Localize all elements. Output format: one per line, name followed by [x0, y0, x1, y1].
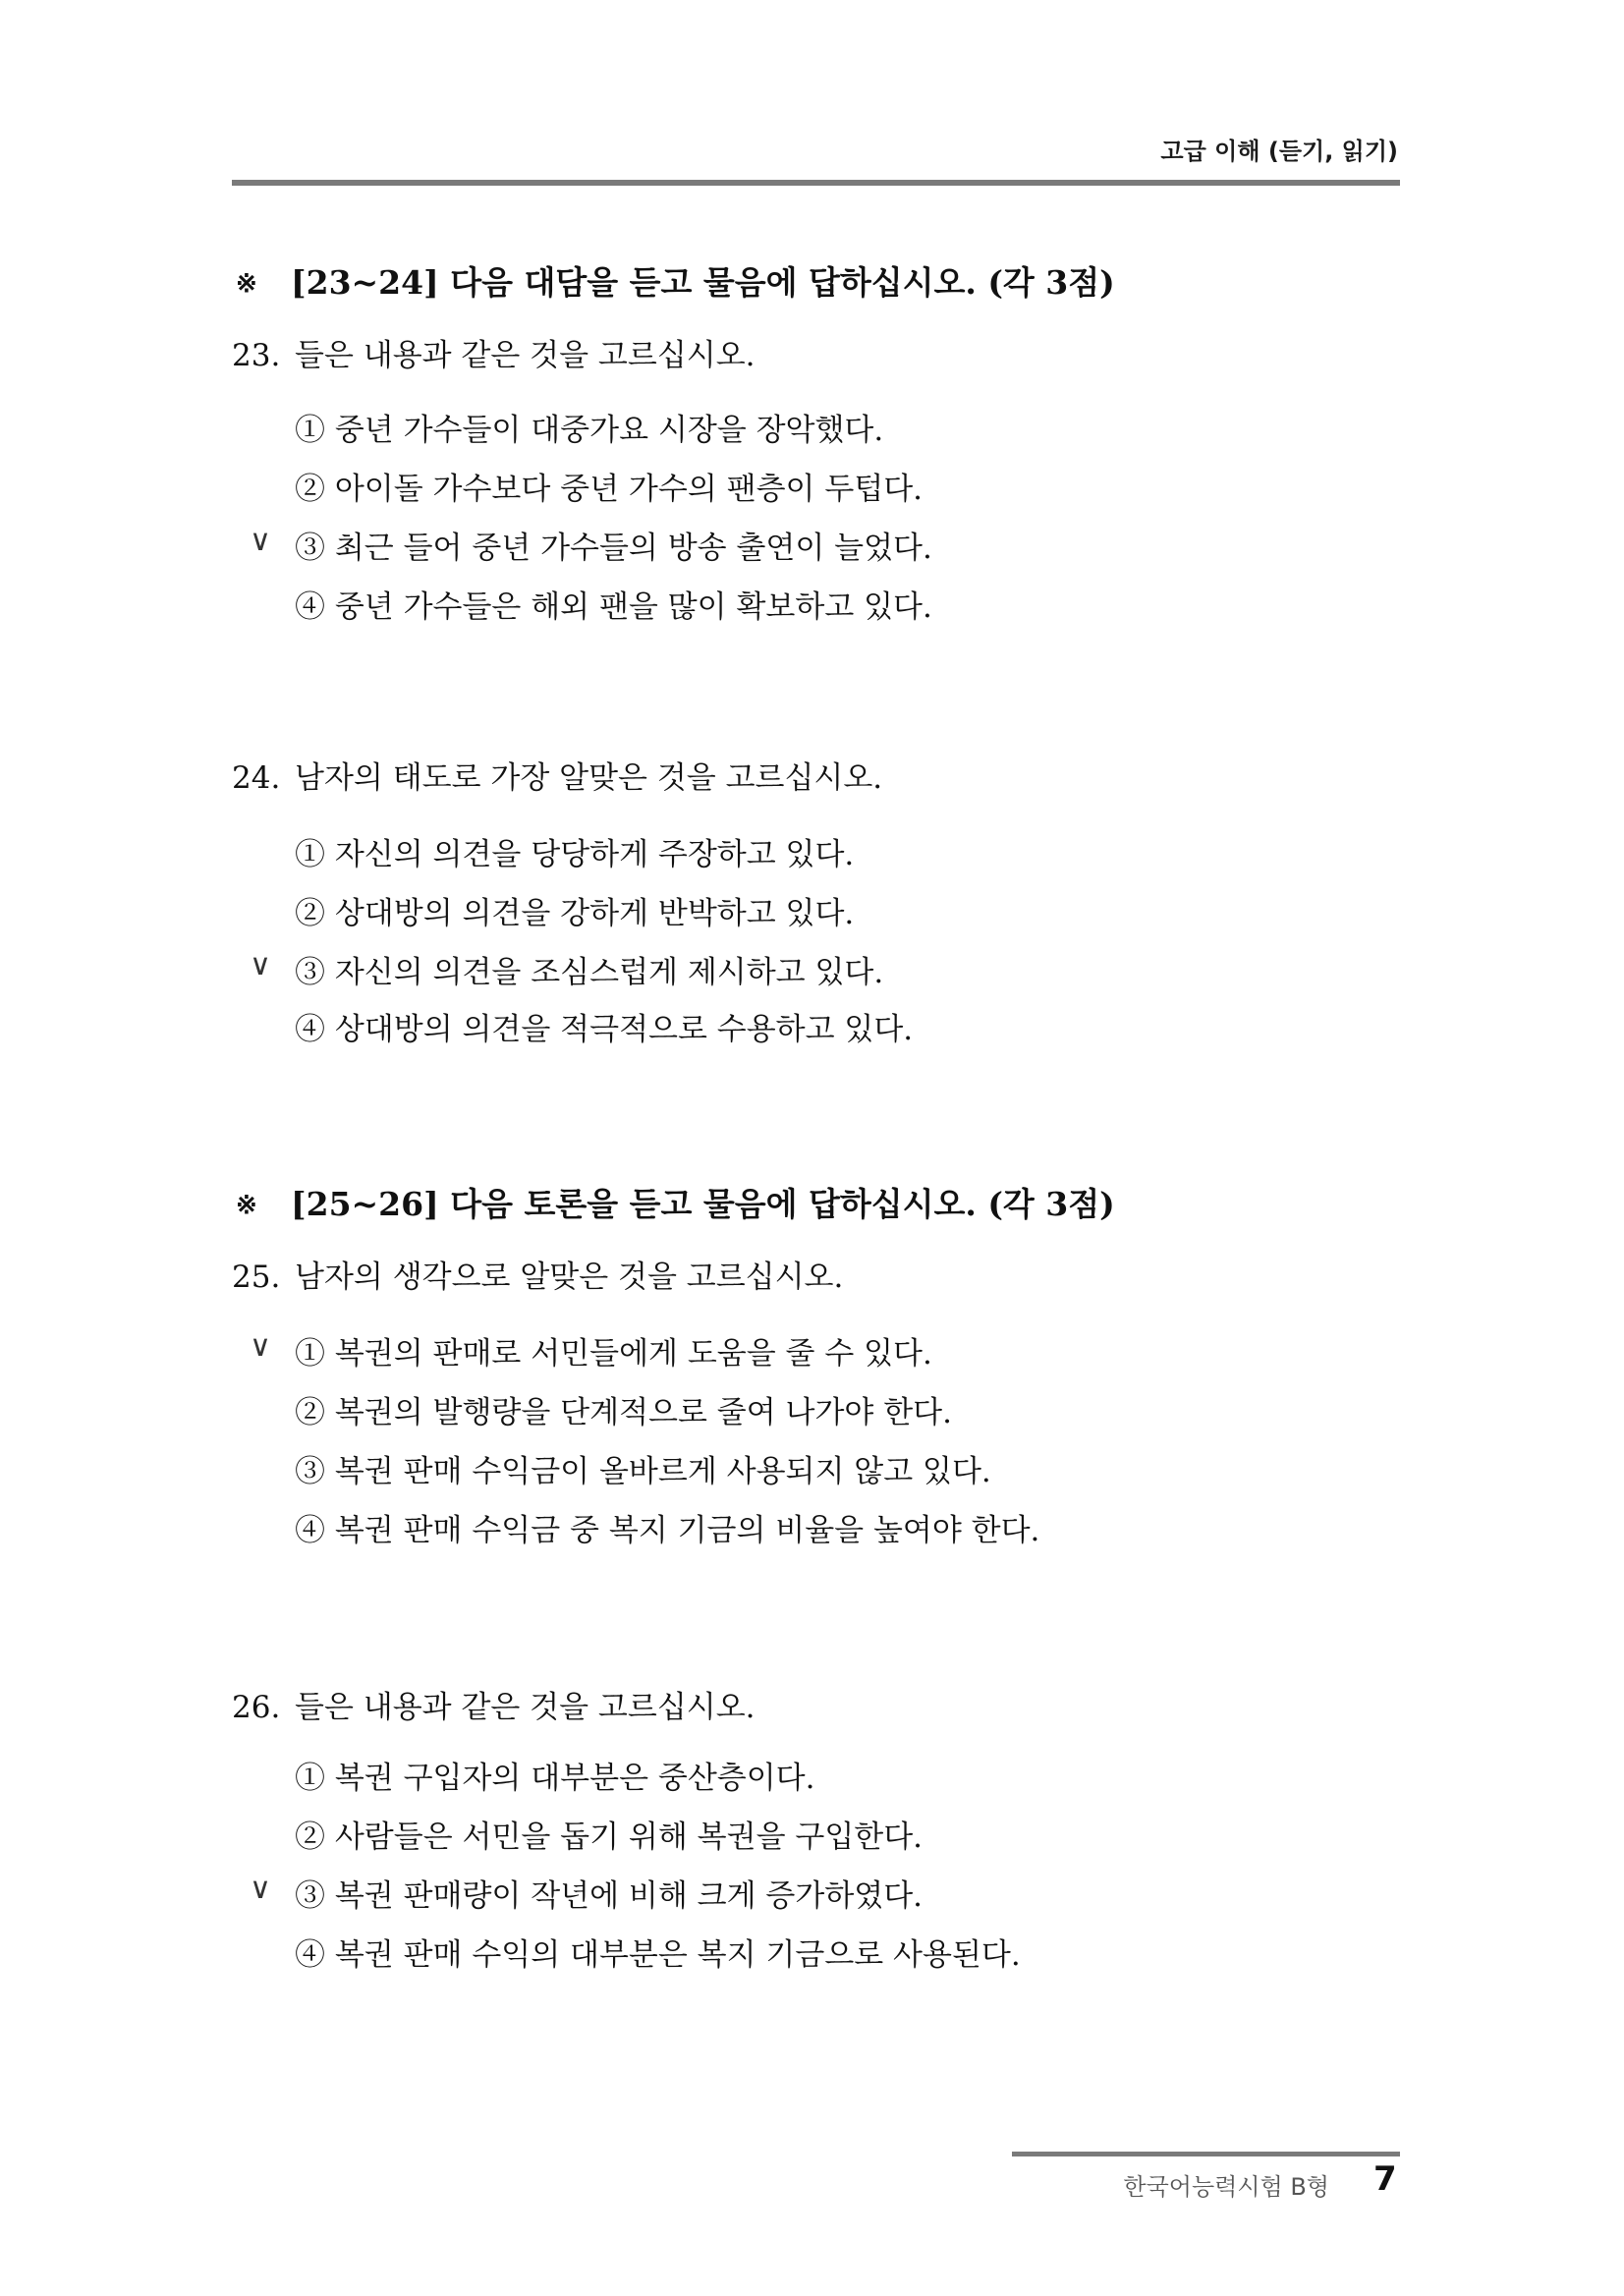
section-heading-text: [23~24] 다음 대담을 듣고 물음에 답하십시오. (각 3점)	[291, 263, 1115, 302]
q25-option-4[interactable]: ④ 복권 판매 수익금 중 복지 기금의 비율을 높여야 한다.	[295, 1513, 1040, 1548]
q25-option-3[interactable]: ③ 복권 판매 수익금이 올바르게 사용되지 않고 있다.	[295, 1454, 991, 1489]
q23-option-4[interactable]: ④ 중년 가수들은 해외 팬을 많이 확보하고 있다.	[295, 589, 932, 625]
check-mark-icon: ∨	[250, 948, 271, 982]
q26-option-4[interactable]: ④ 복권 판매 수익의 대부분은 복지 기금으로 사용된다.	[295, 1937, 1021, 1973]
check-mark-icon: ∨	[250, 1329, 271, 1364]
question-26	[232, 1682, 756, 1726]
q24-option-4[interactable]: ④ 상대방의 의견을 적극적으로 수용하고 있다.	[295, 1012, 914, 1047]
question-24	[232, 753, 882, 797]
q26-option-1[interactable]: ① 복권 구입자의 대부분은 중산층이다.	[295, 1761, 815, 1796]
question-number: 24.	[232, 760, 281, 796]
question-prompt: 남자의 태도로 가장 알맞은 것을 고르십시오.	[295, 760, 883, 796]
page-header-title: 고급 이해 (듣기, 읽기)	[1160, 138, 1398, 165]
reference-mark-icon: ※	[236, 269, 257, 299]
question-prompt: 남자의 생각으로 알맞은 것을 고르십시오.	[295, 1260, 844, 1295]
q24-option-1[interactable]: ① 자신의 의견을 당당하게 주장하고 있다.	[295, 837, 855, 872]
q23-option-1[interactable]: ① 중년 가수들이 대중가요 시장을 장악했다.	[295, 413, 884, 448]
q23-option-3[interactable]: ③ 최근 들어 중년 가수들의 방송 출연이 늘었다.	[295, 531, 932, 566]
section-heading-23-24	[236, 257, 1115, 304]
q26-option-2[interactable]: ② 사람들은 서민을 돕기 위해 복권을 구입한다.	[295, 1820, 924, 1855]
question-prompt: 들은 내용과 같은 것을 고르십시오.	[295, 1690, 756, 1725]
question-prompt: 들은 내용과 같은 것을 고르십시오.	[295, 338, 756, 373]
footer-exam-name: 한국어능력시험 B형	[1123, 2173, 1329, 2201]
q23-option-2[interactable]: ② 아이돌 가수보다 중년 가수의 팬층이 두텁다.	[295, 472, 924, 507]
question-number: 25.	[232, 1260, 281, 1295]
footer-divider	[1012, 2152, 1400, 2156]
reference-mark-icon: ※	[236, 1191, 257, 1220]
header-divider	[232, 180, 1400, 186]
q25-option-1[interactable]: ① 복권의 판매로 서민들에게 도움을 줄 수 있다.	[295, 1336, 932, 1372]
page-number: 7	[1373, 2159, 1397, 2199]
q25-option-2[interactable]: ② 복권의 발행량을 단계적으로 줄여 나가야 한다.	[295, 1395, 952, 1430]
question-25	[232, 1252, 843, 1296]
question-number: 23.	[232, 338, 281, 373]
check-mark-icon: ∨	[250, 524, 271, 558]
q24-option-2[interactable]: ② 상대방의 의견을 강하게 반박하고 있다.	[295, 896, 855, 931]
section-heading-text: [25~26] 다음 토론을 듣고 물음에 답하십시오. (각 3점)	[291, 1185, 1115, 1223]
q26-option-3[interactable]: ③ 복권 판매량이 작년에 비해 크게 증가하였다.	[295, 1878, 924, 1914]
question-number: 26.	[232, 1690, 281, 1725]
section-heading-25-26	[236, 1179, 1115, 1225]
check-mark-icon: ∨	[250, 1872, 271, 1906]
q24-option-3[interactable]: ③ 자신의 의견을 조심스럽게 제시하고 있다.	[295, 955, 884, 990]
question-23	[232, 330, 756, 374]
